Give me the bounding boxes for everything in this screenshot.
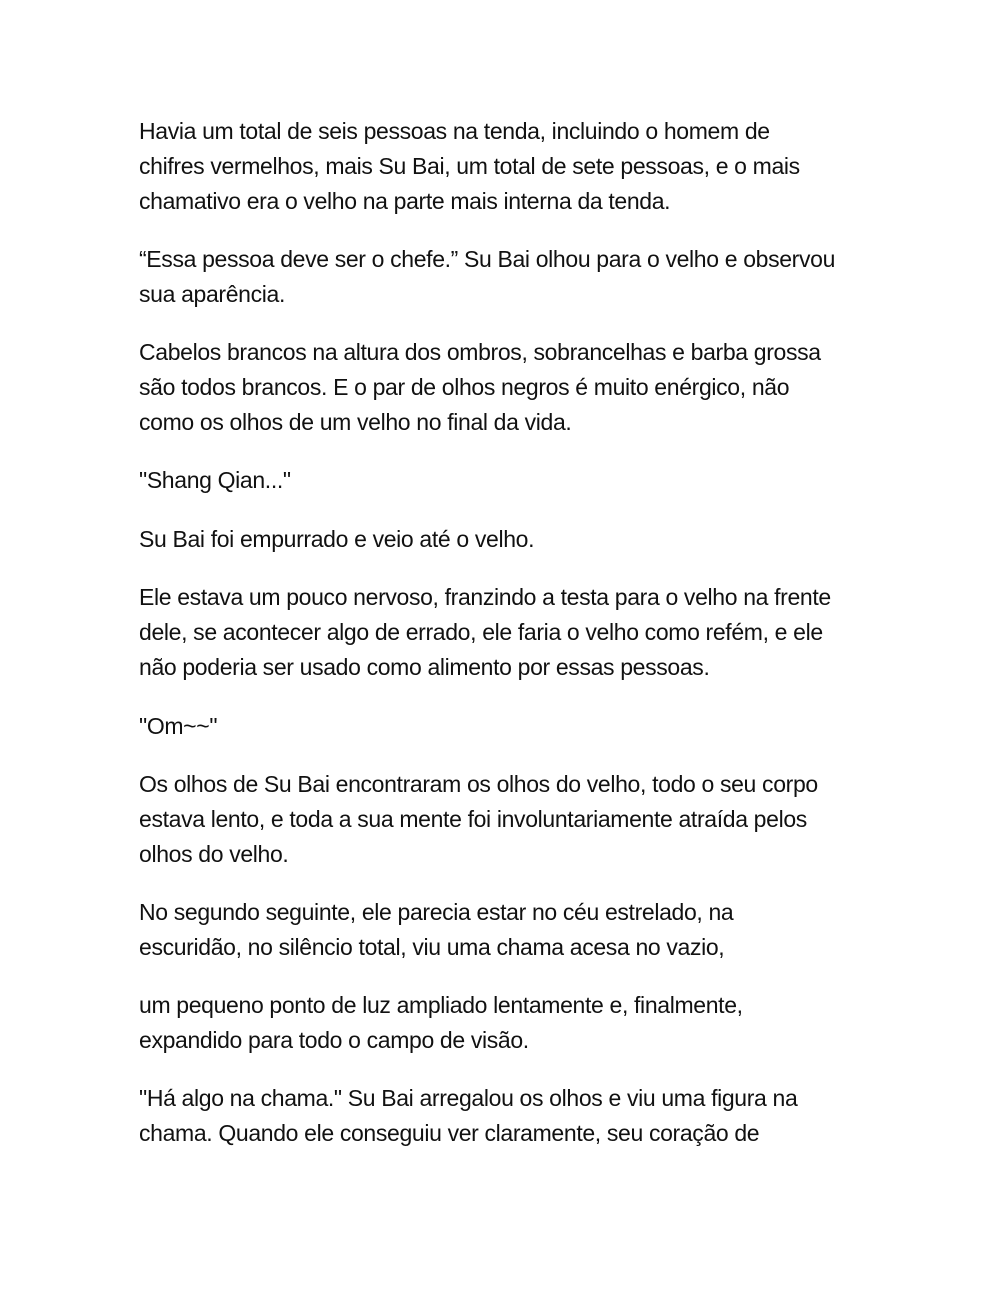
paragraph: um pequeno ponto de luz ampliado lentamente e, finalmente, expandido para todo o campo de visão. [139, 992, 743, 1053]
paragraph: Cabelos brancos na altura dos ombros, sobrancelhas e barba grossa são todos brancos. E o par de olhos negros é muito enérgico, não como os olhos de um velho no final da vida. [139, 339, 821, 435]
paragraph: "Há algo na chama." Su Bai arregalou os olhos e viu uma figura na chama. Quando ele conseguiu ver claramente, seu coração de [139, 1085, 798, 1146]
paragraph: “Essa pessoa deve ser o chefe.” Su Bai olhou para o velho e observou sua aparência. [139, 246, 836, 307]
paragraph: Os olhos de Su Bai encontraram os olhos do velho, todo o seu corpo estava lento, e toda a sua mente foi involuntariamente atraída pelos olhos do velho. [139, 771, 818, 867]
paragraph: Ele estava um pouco nervoso, franzindo a testa para o velho na frente dele, se acontecer algo de errado, ele faria o velho como refém, e ele não poderia ser usado como alimento por essas pessoas. [139, 584, 831, 680]
paragraph: "Om~~" [139, 713, 218, 739]
paragraph: Su Bai foi empurrado e veio até o velho. [139, 526, 535, 552]
document-body [139, 114, 879, 1151]
paragraph: No segundo seguinte, ele parecia estar no céu estrelado, na escuridão, no silêncio total, viu uma chama acesa no vazio, [139, 899, 734, 960]
paragraph: Havia um total de seis pessoas na tenda, incluindo o homem de chifres vermelhos, mais Su Bai, um total de sete pessoas, e o mais chamativo era o velho na parte mais interna da tenda. [139, 118, 800, 214]
paragraph: "Shang Qian..." [139, 467, 291, 493]
